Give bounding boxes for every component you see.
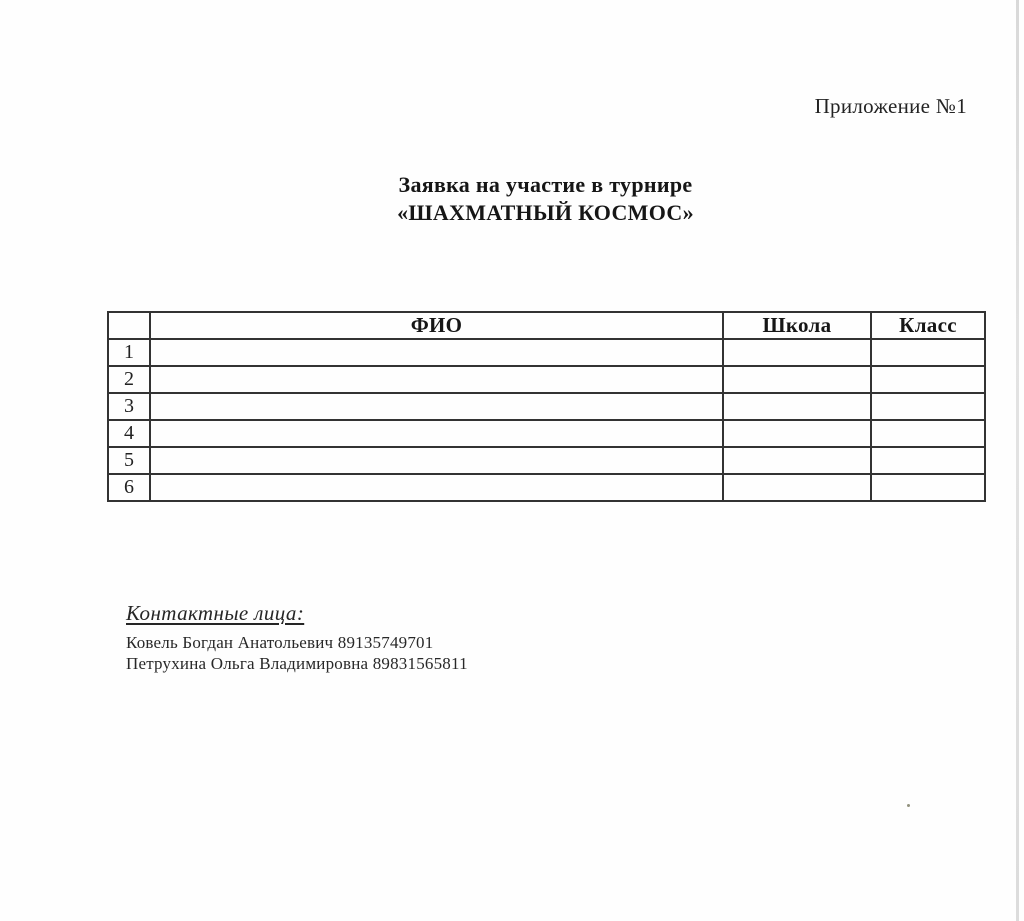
row-number: 3	[108, 393, 150, 420]
row-number: 2	[108, 366, 150, 393]
appendix-label: Приложение №1	[814, 94, 967, 118]
row-number: 1	[108, 339, 150, 366]
fio-cell	[150, 339, 723, 366]
document-title	[107, 171, 984, 227]
table-row	[108, 393, 985, 420]
table-row	[108, 366, 985, 393]
table-row	[108, 420, 985, 447]
school-cell	[723, 474, 871, 501]
scan-edge-artifact	[1016, 0, 1019, 921]
grade-cell	[871, 447, 985, 474]
col-header-number	[108, 312, 150, 339]
fio-cell	[150, 393, 723, 420]
table-row	[108, 474, 985, 501]
contact-person-1: Ковель Богдан Анатольевич 89135749701	[126, 633, 434, 652]
row-number: 4	[108, 420, 150, 447]
fio-cell	[150, 474, 723, 501]
contacts-heading: Контактные лица:	[126, 601, 305, 625]
fio-cell	[150, 366, 723, 393]
table-row	[108, 339, 985, 366]
school-cell	[723, 447, 871, 474]
title-line-1: Заявка на участие в турнире	[398, 172, 693, 197]
school-cell	[723, 393, 871, 420]
contact-person-2: Петрухина Ольга Владимировна 89831565811	[126, 654, 468, 673]
grade-cell	[871, 339, 985, 366]
col-header-grade: Класс	[871, 312, 985, 339]
grade-cell	[871, 420, 985, 447]
grade-cell	[871, 393, 985, 420]
fio-cell	[150, 447, 723, 474]
table-row	[108, 447, 985, 474]
contacts-section	[126, 601, 468, 674]
row-number: 5	[108, 447, 150, 474]
row-number: 6	[108, 474, 150, 501]
school-cell	[723, 339, 871, 366]
col-header-school: Школа	[723, 312, 871, 339]
fio-cell	[150, 420, 723, 447]
school-cell	[723, 420, 871, 447]
col-header-fio: ФИО	[150, 312, 723, 339]
school-cell	[723, 366, 871, 393]
table-header-row	[108, 312, 985, 339]
grade-cell	[871, 366, 985, 393]
title-line-2: «ШАХМАТНЫЙ КОСМОС»	[397, 200, 694, 225]
scan-speck-artifact	[907, 804, 910, 807]
grade-cell	[871, 474, 985, 501]
participants-table	[107, 311, 986, 502]
